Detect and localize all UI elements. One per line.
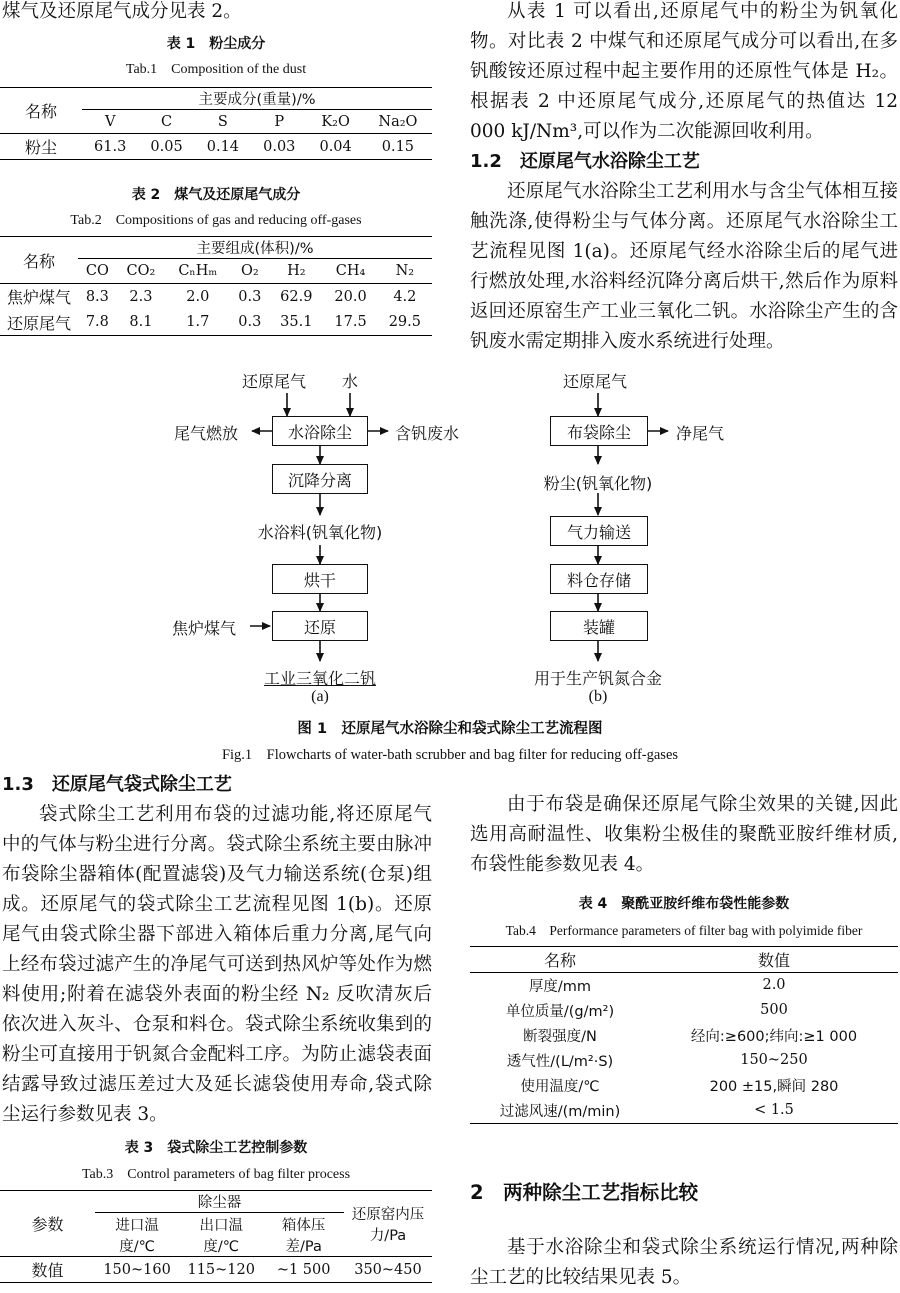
fig-a-tag: (a)	[311, 688, 329, 705]
fig-b-box-pneumatic: 气力输送	[550, 516, 648, 546]
fig-b-box-bag-filter: 布袋除尘	[550, 416, 648, 446]
section-heading-1-3: 1.3 还原尾气袋式除尘工艺	[2, 774, 232, 795]
table2-cell: 62.9	[280, 288, 313, 305]
table2-cell: 17.5	[323, 310, 377, 336]
paragraph: 还原尾气水浴除尘工艺利用水与含尘气体相互接触洗涤,使得粉尘与气体分离。还原尾气水浴除尘工艺流程见图 1(a)。还原尾气经水浴除尘后的尾气进行燃放处理,水浴料经沉降分离后烘干,然后作为原料返回还原窑生产工业三氧化二钒。水浴除尘产生的含钒废水需定期排入废水系统进行处理。	[470, 181, 898, 352]
table3-caption-cn: 表 3 袋式除尘工艺控制参数	[124, 1140, 308, 1156]
fig-a-output-flare: 尾气燃放	[174, 424, 239, 443]
table3-col: 进口温度/℃	[95, 1213, 179, 1257]
table4-row-name: 透气性/(L/m²·S)	[506, 1053, 614, 1070]
table2-cell: 4.2	[393, 288, 417, 305]
fig-b-box-silo: 料仓存储	[550, 564, 648, 594]
table1-col: C	[138, 110, 194, 134]
table3-cell: 150~160	[95, 1257, 179, 1283]
flowchart-arrows	[0, 365, 900, 705]
table2-caption-cn: 表 2 煤气及还原尾气成分	[131, 187, 301, 203]
table1-cell: 0.03	[251, 134, 307, 160]
table2-col: O₂	[230, 259, 269, 284]
right-top-text	[470, 0, 898, 357]
table3-row-name: 数值	[0, 1257, 95, 1283]
fig-a-product-text: 工业三氧化二钒	[263, 669, 376, 688]
section-heading-1-2: 1.2 还原尾气水浴除尘工艺	[470, 151, 700, 172]
fig-b-box-canning: 装罐	[550, 611, 648, 641]
table2-cell: 35.1	[269, 310, 323, 336]
table2-col: CO₂	[117, 259, 165, 284]
fig-b-input-offgas: 还原尾气	[563, 372, 628, 391]
fig-a-input-offgas: 还原尾气	[242, 372, 307, 391]
table2-cell: 8.1	[117, 310, 165, 336]
table1-col: V	[82, 110, 138, 134]
fig-a-box-reduction: 还原	[272, 611, 368, 641]
table1-cell: 61.3	[82, 134, 138, 160]
table2-col: N₂	[378, 259, 432, 284]
table4-row-name: 单位质量/(g/m²)	[505, 1003, 615, 1020]
left-bottom-text	[2, 770, 432, 1130]
table2	[0, 236, 432, 336]
table1-cell: 0.15	[364, 134, 432, 160]
table3-col: 出口温度/℃	[179, 1213, 263, 1257]
fig-a-input-coke-gas: 焦炉煤气	[172, 619, 237, 638]
table4-header-value: 数值	[650, 947, 898, 973]
fig-b-output-clean-gas: 净尾气	[676, 424, 725, 443]
table1-name-header: 名称	[0, 88, 82, 134]
table2-col: CO	[78, 259, 117, 284]
table4	[470, 946, 898, 1124]
table2-cell: 8.3	[85, 288, 109, 305]
text-line: 煤气及还原尾气成分见表 2。	[2, 1, 242, 22]
table4-row-value: 经向:≥600;纬向:≥1 000	[690, 1028, 858, 1045]
right-bottom-text	[470, 790, 898, 880]
table3-group-header: 除尘器	[95, 1191, 344, 1213]
table4-row-name: 断裂强度/N	[523, 1028, 597, 1045]
table2-cell: 2.3	[129, 288, 153, 305]
table4-header-name: 名称	[470, 947, 650, 973]
table2-cell: 20.0	[334, 288, 367, 305]
figure1-caption-cn: 图 1 还原尾气水浴除尘和袋式除尘工艺流程图	[297, 721, 603, 737]
table4-row-value: < 1.5	[650, 1098, 898, 1124]
left-top-line	[2, 0, 432, 27]
table1-cell: 0.05	[138, 134, 194, 160]
fig-a-input-water: 水	[342, 372, 359, 391]
table1-cell: 0.04	[307, 134, 363, 160]
fig-b-product: 用于生产钒氮合金	[533, 669, 662, 688]
table4-row-name: 过滤风速/(m/min)	[470, 1098, 650, 1124]
fig-a-product	[222, 666, 418, 689]
table3-cell: 115~120	[179, 1257, 263, 1283]
table3	[0, 1190, 432, 1283]
table4-row-value: 200 ±15,瞬间 280	[709, 1078, 839, 1095]
table2-cell: 29.5	[378, 310, 432, 336]
paragraph: 由于布袋是确保还原尾气除尘效果的关键,因此选用高耐温性、收集粉尘极佳的聚酰亚胺纤维材质,布袋性能参数见表 4。	[470, 794, 898, 875]
table3-caption-en: Tab.3 Control parameters of bag filter process	[81, 1167, 351, 1182]
table2-cell: 1.7	[165, 310, 230, 336]
table3-cell: ~1 500	[263, 1257, 344, 1283]
paragraph: 袋式除尘工艺利用布袋的过滤功能,将还原尾气中的气体与粉尘进行分离。袋式除尘系统主要由脉冲布袋除尘器箱体(配置滤袋)及气力输送系统(仓泵)组成。还原尾气的袋式除尘工艺流程见图 1(b)。还原尾气由袋式除尘器下部进入箱体后重力分离,尾气向上经布袋过滤产生的净尾气可送到热风炉等处作为燃料使用;附着在滤袋外表面的粉尘经 N₂ 反吹清灰后依次进入灰斗、仓泵和料仓。袋式除尘系统收集到的粉尘可直接用于钒氮合金配料工序。为防止滤袋表面结露导致过滤压差过大及延长滤袋使用寿命,袋式除尘运行参数见表 3。	[2, 804, 432, 1125]
table1-col: S	[195, 110, 251, 134]
table2-row-name: 还原尾气	[0, 310, 78, 336]
table2-cell: 0.3	[230, 310, 269, 336]
table2-col: H₂	[269, 259, 323, 284]
fig-a-mid-material: 水浴料(钒氧化物)	[257, 523, 383, 542]
section2-text	[470, 1233, 898, 1293]
table2-name-header: 名称	[0, 237, 78, 284]
table3-param-header: 参数	[0, 1191, 95, 1257]
table2-row-name: 焦炉煤气	[6, 288, 71, 308]
table2-cell: 0.3	[238, 288, 262, 305]
fig-a-box-drying: 烘干	[272, 564, 368, 594]
section-heading-2: 2 两种除尘工艺指标比较	[470, 1181, 699, 1204]
table2-caption-en: Tab.2 Compositions of gas and reducing off-gases	[70, 213, 362, 228]
table2-group-header: 主要组成(体积)/%	[78, 237, 432, 259]
table3-cell: 350~450	[344, 1257, 432, 1283]
table2-cell: 2.0	[186, 288, 210, 305]
table1-cell: 0.14	[195, 134, 251, 160]
table3-col: 箱体压差/Pa	[263, 1213, 344, 1257]
table3-last-col: 还原窑内压力/Pa	[344, 1191, 432, 1257]
table2-col: CₙHₘ	[165, 259, 230, 284]
paragraph: 基于水浴除尘和袋式除尘系统运行情况,两种除尘工艺的比较结果见表 5。	[470, 1237, 898, 1288]
table1-caption-cn: 表 1 粉尘成分	[166, 36, 266, 52]
table1-col: Na₂O	[364, 110, 432, 134]
fig-a-box-water-bath: 水浴除尘	[272, 416, 368, 446]
table1	[0, 87, 432, 160]
table1-col: K₂O	[307, 110, 363, 134]
table2-col: CH₄	[323, 259, 377, 284]
table4-row-value: 150~250	[740, 1052, 808, 1068]
figure1-caption-en: Fig.1 Flowcharts of water-bath scrubber and bag filter for reducing off-gases	[221, 747, 679, 763]
table4-row-name: 使用温度/℃	[520, 1078, 600, 1095]
table2-cell: 7.8	[78, 310, 117, 336]
table4-caption-cn: 表 4 聚酰亚胺纤维布袋性能参数	[578, 896, 790, 912]
table4-row-value: 500	[760, 1002, 788, 1018]
table1-group-header: 主要成分(重量)/%	[82, 88, 432, 110]
fig-a-box-settling: 沉降分离	[272, 464, 368, 494]
fig-b-mid-dust: 粉尘(钒氧化物)	[543, 474, 653, 493]
fig-b-tag: (b)	[588, 688, 608, 705]
table4-row-value: 2.0	[762, 977, 786, 994]
figure-1	[0, 365, 900, 765]
table4-row-name: 厚度/mm	[528, 978, 592, 995]
paragraph: 从表 1 可以看出,还原尾气中的粉尘为钒氧化物。对比表 2 中煤气和还原尾气成分可以看出,在多钒酸铵还原过程中起主要作用的还原性气体是 H₂。根据表 2 中还原尾气成分,还原尾气的热值达 12 000 kJ/Nm³,可以作为二次能源回收利用。	[470, 1, 898, 142]
table4-caption-en: Tab.4 Performance parameters of filter bag with polyimide fiber	[505, 923, 863, 938]
table1-caption-en: Tab.1 Composition of the dust	[125, 62, 307, 77]
table1-col: P	[251, 110, 307, 134]
table1-row-name: 粉尘	[0, 134, 82, 160]
fig-a-output-wastewater: 含钒废水	[395, 424, 460, 443]
